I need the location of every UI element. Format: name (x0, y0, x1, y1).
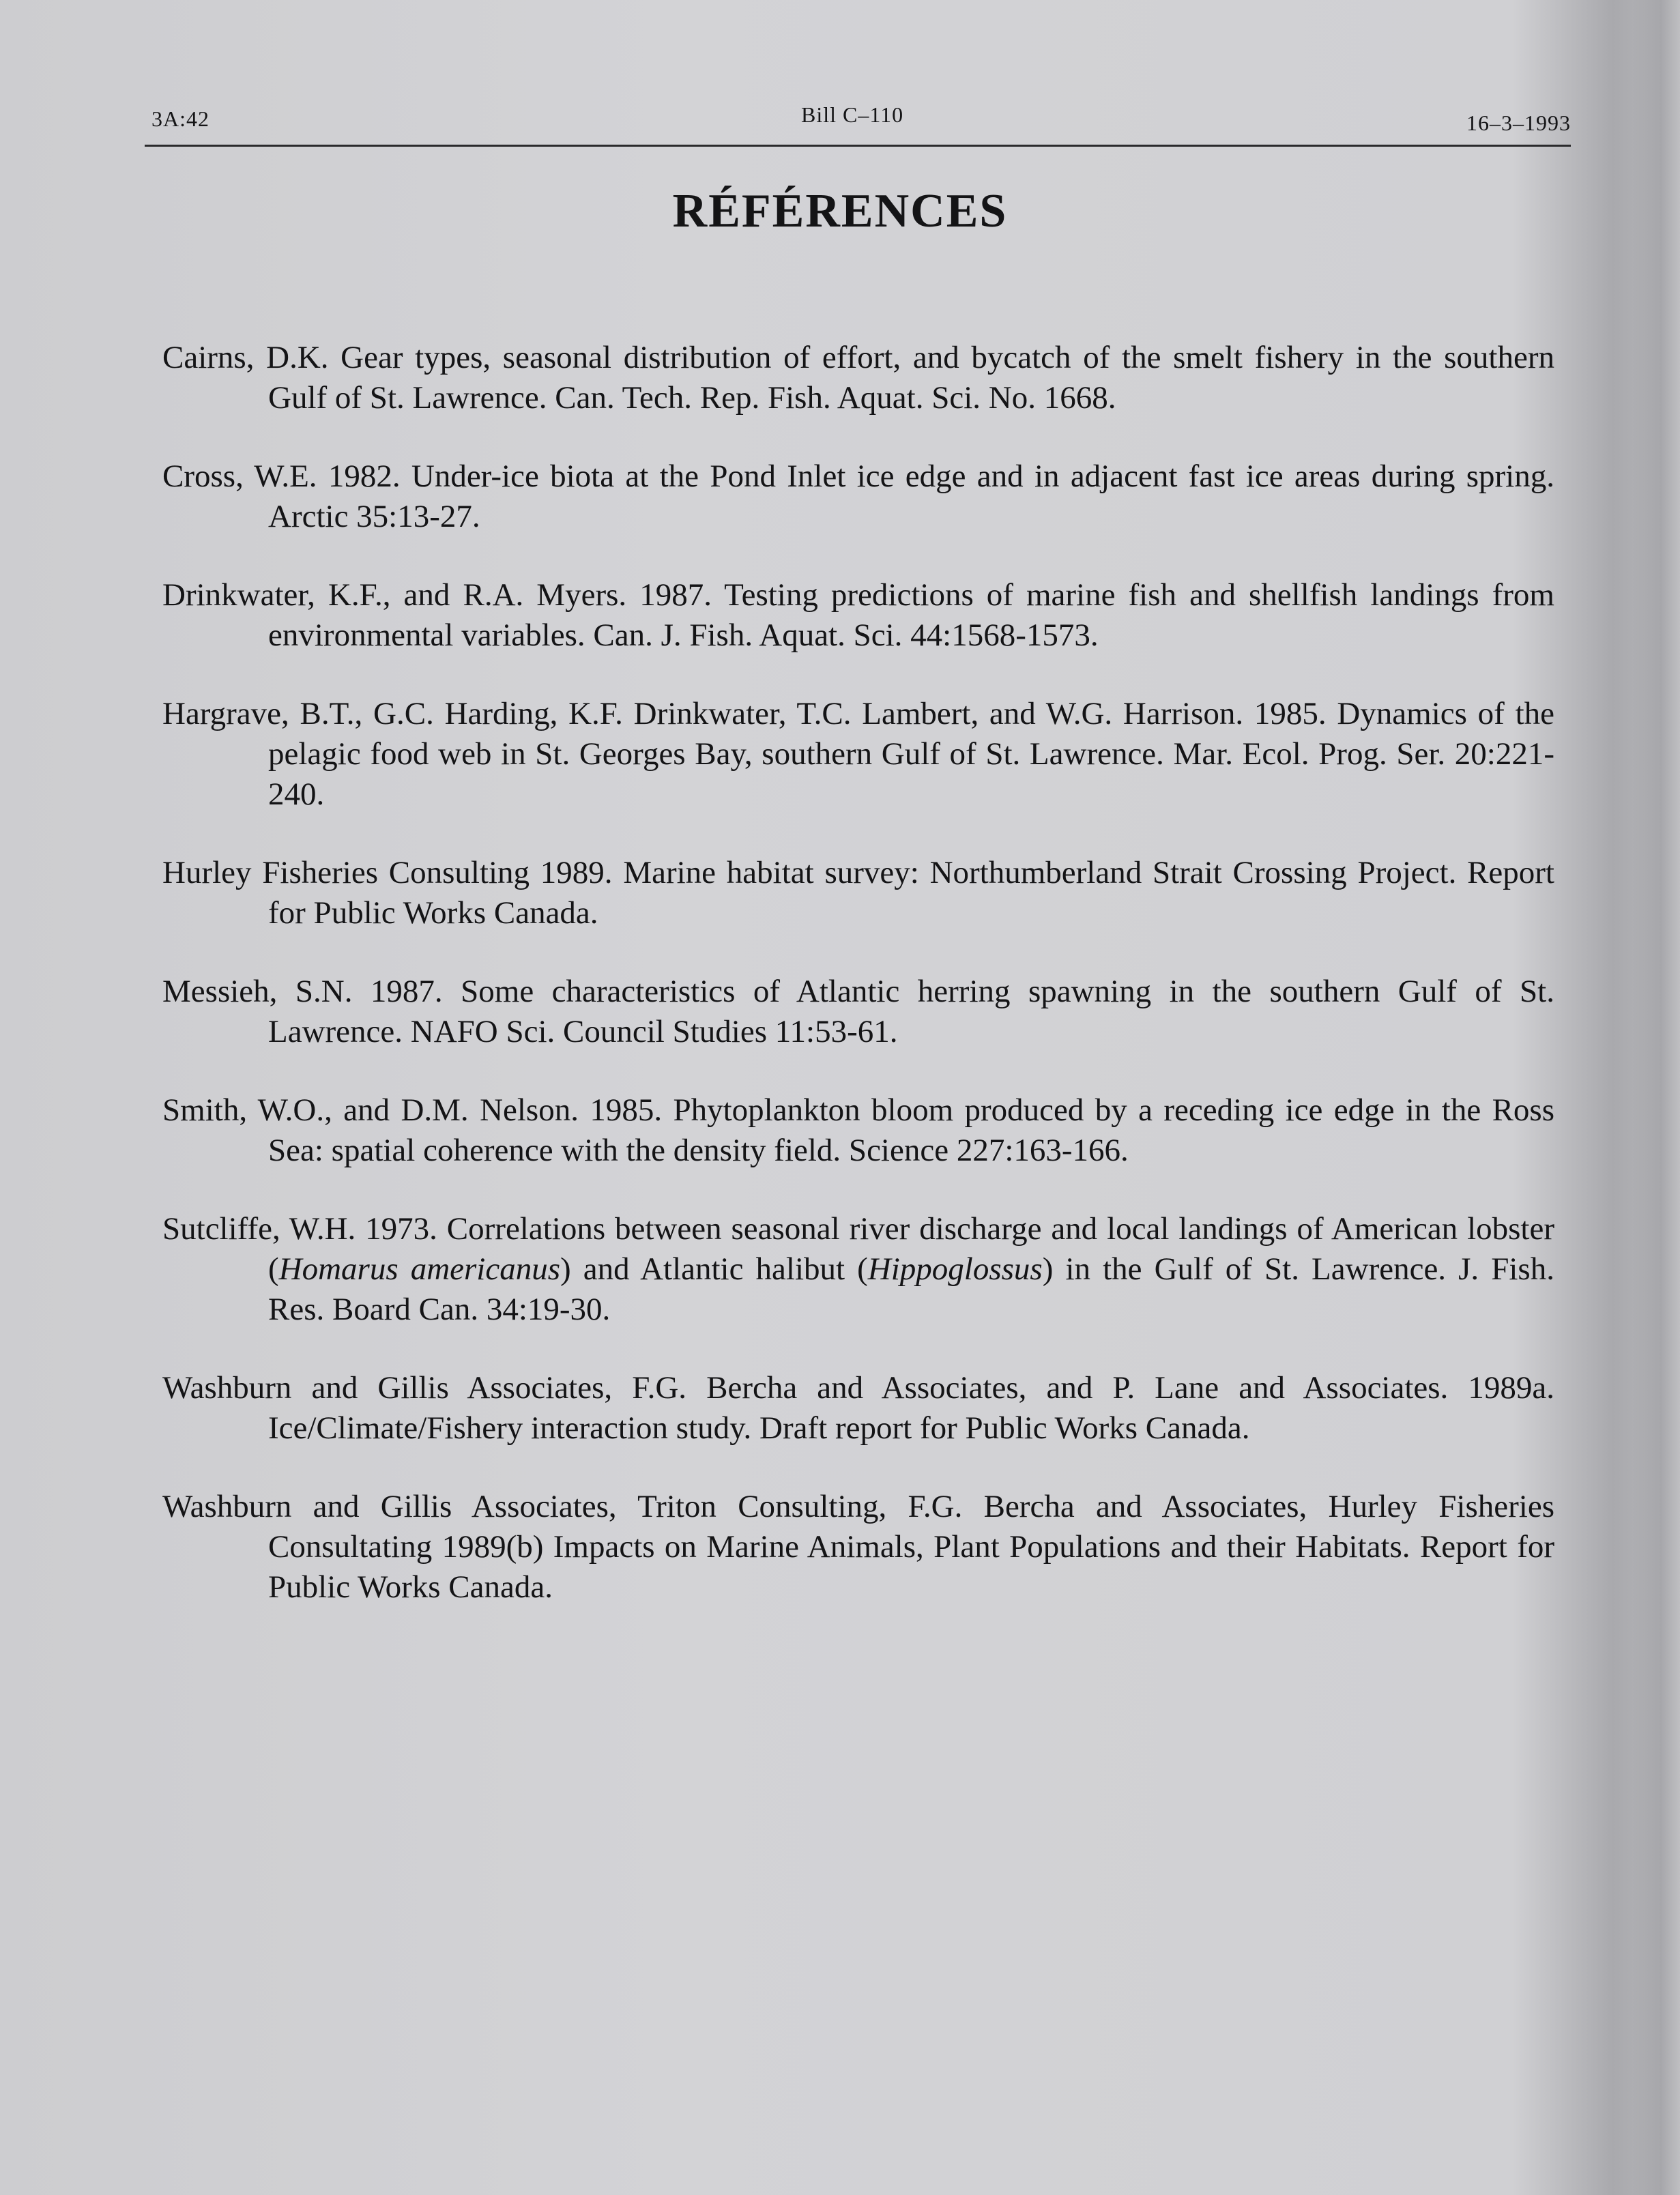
header-date: 16–3–1993 (1466, 111, 1571, 135)
reference-item: Hurley Fisheries Consulting 1989. Marine habitat survey: Northumberland Strait Crossing Project. Report for Public Works Canada. (162, 855, 1554, 931)
reference-item: Cross, W.E. 1982. Under-ice biota at the Pond Inlet ice edge and in adjacent fast ice areas during spring. Arctic 35:13-27. (162, 459, 1554, 534)
page-edge-shadow (1632, 0, 1680, 2195)
header-page-number: 3A:42 (151, 106, 209, 131)
reference-item (162, 1209, 1554, 1330)
reference-item: Drinkwater, K.F., and R.A. Myers. 1987. Testing predictions of marine fish and shellfish landings from environmental variables. Can. J. Fish. Aquat. Sci. 44:1568-1573. (162, 577, 1554, 653)
page-header (145, 102, 1571, 147)
reference-text-segment: ) in the Gulf of St. Lawrence. J. Fish. Res. Board Can. 34:19-30. (268, 1251, 1554, 1327)
genus-name-italic: Hippoglossus (867, 1251, 1043, 1287)
reference-list (162, 338, 1554, 1646)
reference-item: Cairns, D.K. Gear types, seasonal distribution of effort, and bycatch of the smelt fishery in the southern Gulf of St. Lawrence. Can. Tech. Rep. Fish. Aquat. Sci. No. 1668. (162, 340, 1554, 416)
reference-item: Washburn and Gillis Associates, Triton Consulting, F.G. Bercha and Associates, Hurley Fisheries Consultating 1989(b) Impacts on Marine Animals, Plant Populations and their Habitats. Report for Public Works Canada. (162, 1489, 1554, 1605)
page-title: RÉFÉRENCES (672, 185, 1008, 237)
reference-item: Smith, W.O., and D.M. Nelson. 1985. Phytoplankton bloom produced by a receding ice edge in the Ross Sea: spatial coherence with the density field. Science 227:163-166. (162, 1092, 1554, 1168)
reference-item: Messieh, S.N. 1987. Some characteristics of Atlantic herring spawning in the southern Gulf of St. Lawrence. NAFO Sci. Council Studies 11:53-61. (162, 974, 1554, 1049)
reference-text-segment: ) and Atlantic halibut ( (560, 1251, 868, 1287)
header-bill-number: Bill C–110 (801, 102, 904, 127)
reference-item: Washburn and Gillis Associates, F.G. Bercha and Associates, and P. Lane and Associates. 1989a. Ice/Climate/Fishery interaction study. Draft report for Public Works Canada. (162, 1370, 1554, 1446)
reference-item: Hargrave, B.T., G.C. Harding, K.F. Drinkwater, T.C. Lambert, and W.G. Harrison. 1985. Dynamics of the pelagic food web in St. Georges Bay, southern Gulf of St. Lawrence. Mar. Ecol. Prog. Ser. 20:221-240. (162, 696, 1554, 812)
reference-text-segment: Sutcliffe, W.H. 1973. Correlations between seasonal river discharge and local landings of American lobster ( (162, 1211, 1554, 1287)
species-name-italic: Homarus americanus (278, 1251, 560, 1287)
